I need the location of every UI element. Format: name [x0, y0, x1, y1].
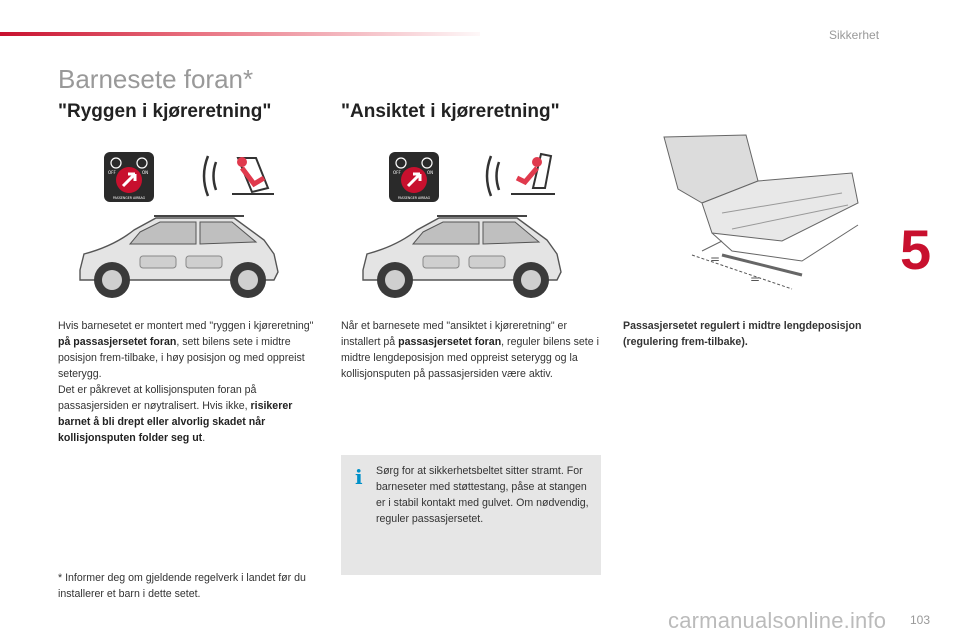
info-icon: i	[355, 465, 363, 489]
watermark-text: carmanualsonline.info	[668, 608, 887, 633]
info-text: Sørg for at sikkerhetsbeltet sitter stramt. For barneseter med støttestang, påse at stangen er i stabil kontakt med gulvet. Om nødvendig, reguler passasjersetet.	[376, 465, 589, 525]
section-label: Sikkerhet	[829, 28, 880, 42]
rear-facing-paragraph: Hvis barnesetet er montert med "ryggen i kjøreretning" på passasjersetet foran, sett bilens sete i midtre posisjon frem-tilbake, i høy posisjon og med oppreist seterygg. Det er påkrevet at kollisjonsputen foran på passasjersiden er nøytralisert. Hvis ikke, risikerer barnet å bli drept eller alvorlig skadet når kollisjonsputen folder seg ut.	[58, 320, 314, 444]
car-side-illustration-right	[357, 210, 565, 305]
rear-facing-child-seat-icon	[198, 148, 282, 204]
info-box	[341, 455, 601, 575]
svg-text:ON: ON	[427, 170, 434, 175]
heading-forward-facing: "Ansiktet i kjøreretning"	[341, 101, 560, 122]
forward-facing-paragraph: Når et barnesete med "ansiktet i kjøreretning" er installert på passasjersetet foran, reguler bilens sete i midtre lengdeposisjon med oppreist seterygg og la kollisjonsputen på passasjersiden være aktiv.	[341, 320, 599, 380]
seat-position-caption: Passasjersetet regulert i midtre lengdeposisjon (regulering frem-tilbake).	[623, 320, 862, 348]
forward-facing-child-seat-icon	[481, 148, 565, 204]
svg-text:OFF: OFF	[108, 170, 116, 175]
svg-text:=: =	[710, 252, 721, 266]
car-side-illustration-left	[74, 210, 282, 305]
page-title: Barnesete foran*	[58, 64, 254, 94]
passenger-seat-illustration	[662, 133, 862, 293]
top-accent-bar	[0, 32, 480, 36]
svg-text:ON: ON	[142, 170, 149, 175]
svg-text:PASSENGER AIRBAG: PASSENGER AIRBAG	[397, 196, 431, 200]
footnote: * Informer deg om gjeldende regelverk i landet før du installerer et barn i dette setet.	[58, 572, 306, 600]
page-number: 103	[910, 613, 931, 627]
airbag-off-badge-icon	[104, 152, 154, 202]
heading-rear-facing: "Ryggen i kjøreretning"	[58, 101, 272, 122]
svg-text:OFF: OFF	[393, 170, 401, 175]
airbag-on-badge-icon	[389, 152, 439, 202]
chapter-number: 5	[900, 218, 932, 281]
svg-text:PASSENGER AIRBAG: PASSENGER AIRBAG	[112, 196, 146, 200]
svg-text:=: =	[750, 272, 761, 286]
